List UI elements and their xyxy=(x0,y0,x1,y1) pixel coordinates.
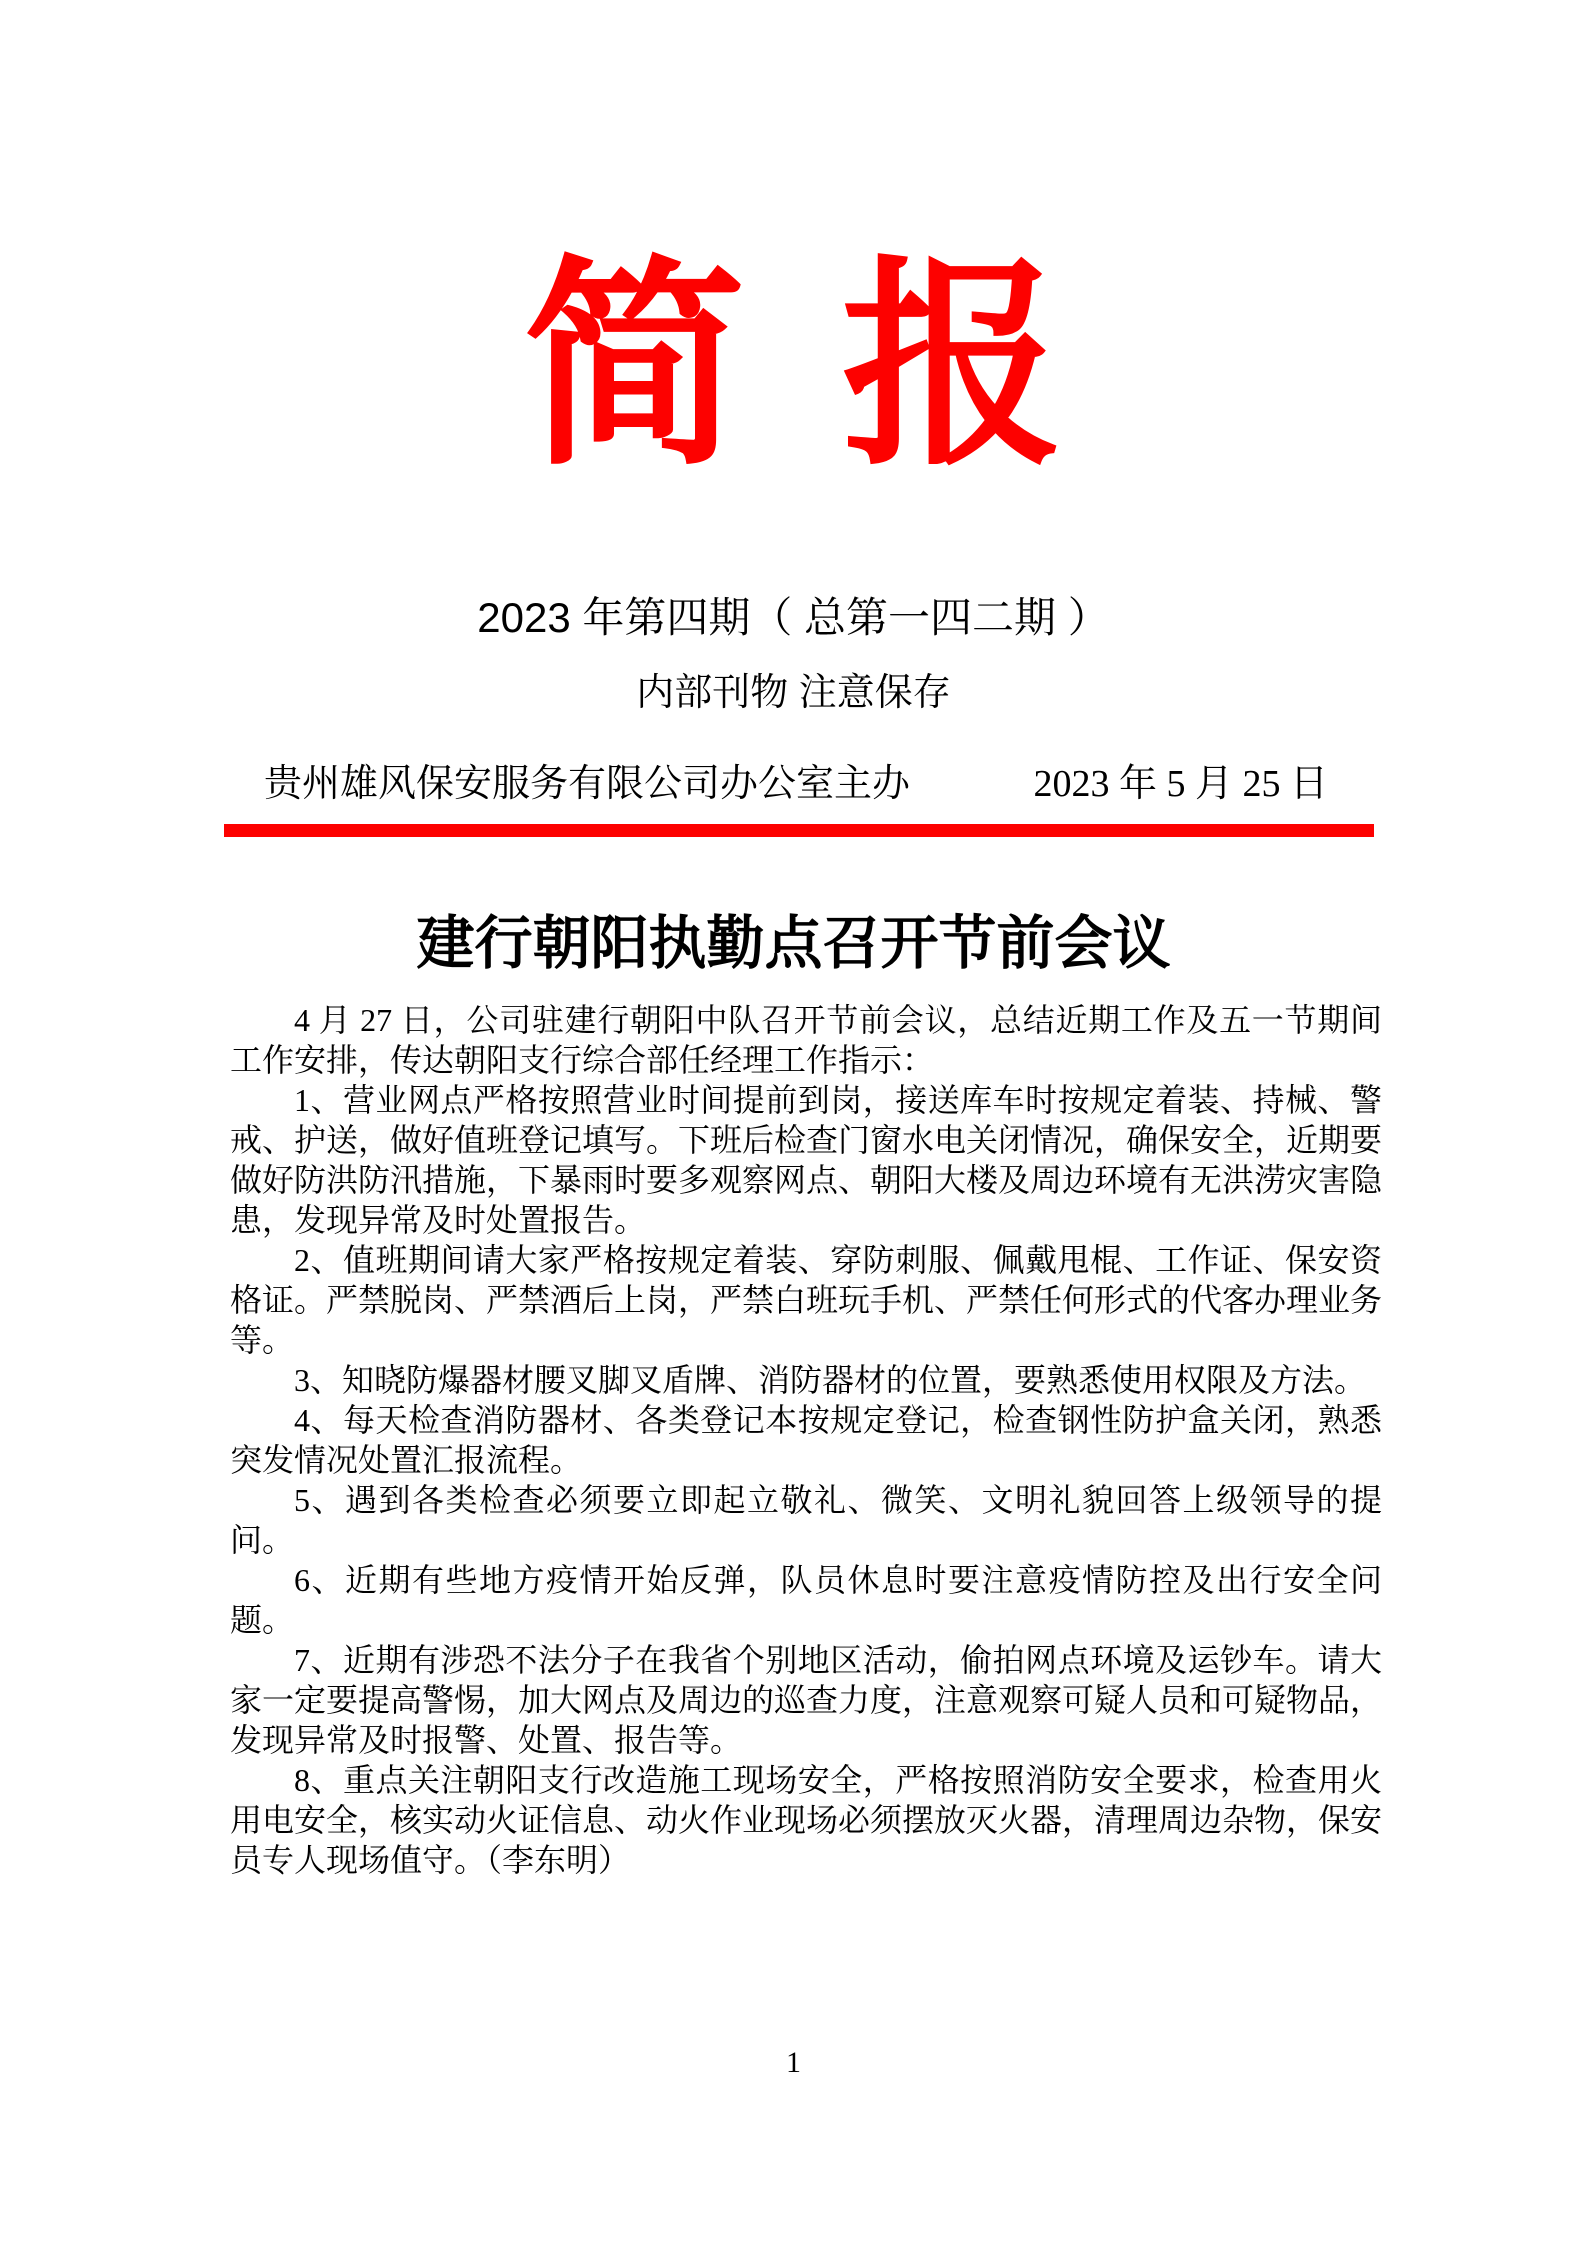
paragraph: 5、遇到各类检查必须要立即起立敬礼、微笑、文明礼貌回答上级领导的提问。 xyxy=(230,1482,1382,1558)
article-title: 建行朝阳执勤点召开节前会议 xyxy=(416,911,1171,976)
masthead-char-1: 简 xyxy=(523,243,746,491)
page-number: 1 xyxy=(786,2046,801,2079)
masthead-title xyxy=(0,243,1587,491)
paragraph: 8、重点关注朝阳支行改造施工现场安全，严格按照消防安全要求，检查用火用电安全，核实动火证信息、动火作业现场必须摆放灭火器，清理周边杂物，保安员专人现场值守。（李东明） xyxy=(230,1762,1383,1878)
publisher-name: 贵州雄风保安服务有限公司办公室主办 xyxy=(264,763,911,805)
masthead-char-2: 报 xyxy=(841,243,1064,491)
publish-date: 2023 年 5 月 25 日 xyxy=(1033,763,1328,805)
issue-line: 2023 年第四期（ 总第一四二期 ） xyxy=(477,594,1110,641)
paragraph: 6、近期有些地方疫情开始反弹，队员休息时要注意疫情防控及出行安全问题。 xyxy=(230,1562,1382,1638)
paragraph: 2、值班期间请大家严格按规定着装、穿防刺服、佩戴甩棍、工作证、保安资格证。严禁脱岗、严禁酒后上岗，严禁白班玩手机、严禁任何形式的代客办理业务等。 xyxy=(230,1242,1383,1358)
paragraph: 4 月 27 日，公司驻建行朝阳中队召开节前会议，总结近期工作及五一节期间工作安排，传达朝阳支行综合部任经理工作指示： xyxy=(230,1002,1382,1078)
paragraph: 7、近期有涉恐不法分子在我省个别地区活动，偷拍网点环境及运钞车。请大家一定要提高警惕，加大网点及周边的巡查力度，注意观察可疑人员和可疑物品，发现异常及时报警、处置、报告等。 xyxy=(230,1642,1383,1758)
article-body xyxy=(230,1000,1382,1880)
paragraph: 1、营业网点严格按照营业时间提前到岗，接送库车时按规定着装、持械、警戒、护送，做好值班登记填写。下班后检查门窗水电关闭情况，确保安全，近期要做好防洪防汛措施，下暴雨时要多观察网点、朝阳大楼及周边环境有无洪涝灾害隐患，发现异常及时处置报告。 xyxy=(230,1082,1383,1238)
paragraph: 3、知晓防爆器材腰叉脚叉盾牌、消防器材的位置，要熟悉使用权限及方法。 xyxy=(294,1362,1367,1398)
paragraph: 4、每天检查消防器材、各类登记本按规定登记，检查钢性防护盒关闭，熟悉突发情况处置汇报流程。 xyxy=(230,1402,1382,1478)
publisher-row xyxy=(224,762,1374,808)
internal-note: 内部刊物 注意保存 xyxy=(636,672,951,714)
red-divider-rule xyxy=(224,824,1374,837)
